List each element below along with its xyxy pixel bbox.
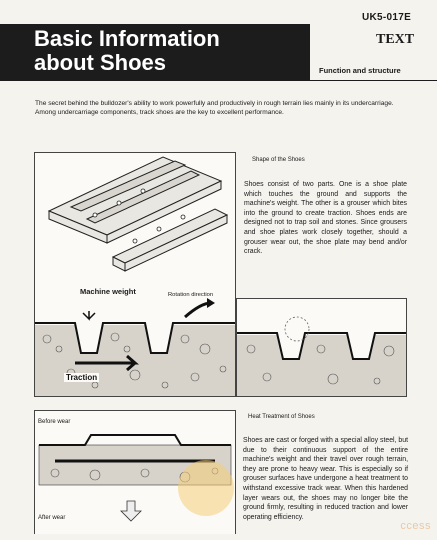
shoe-illustration — [35, 153, 235, 396]
ground-figure — [236, 298, 407, 397]
shape-section-heading: Shape of the Shoes — [252, 157, 305, 163]
shape-section-body: Shoes consist of two parts. One is a shoe plate which touches the ground and supports the machine's weight. The other is a grouser which bites into the ground to create traction. Shoes ends are designed not to trap soil and stones. Since grousers and shoe plates work closely together, should a grouser wear out, the shoe plate may bend and/or crack. — [244, 181, 407, 256]
header-rule — [0, 80, 437, 81]
watermark-text: ccess — [400, 520, 431, 532]
intro-paragraph: The secret behind the bulldozer's ability to work powerfully and productively in rough terrain lies mainly in its undercarriage. Among undercarriage components, track shoes are the key to excellent performance. — [35, 100, 394, 116]
heat-section-body: Shoes are cast or forged with a special alloy steel, but due to their continuous support of the entire machine's weight and their travel over rough terrain, they are prone to heavy wear. This is especially so if grouser surfaces have undergone a heat treatment to withstand excessive track wear. When this hardened layer wears out, the shoes may no longer bite the ground firmly, resulting in reduced traction and lower operating efficiency. — [243, 437, 408, 521]
watermark-stamp — [178, 460, 234, 516]
title-line-2: about Shoes — [34, 50, 167, 75]
document-code: UK5-017E — [362, 12, 412, 23]
traction-label: Traction — [66, 373, 98, 382]
machine-weight-label: Machine weight — [80, 287, 136, 296]
rotation-direction-label: Rotation direction — [168, 292, 214, 298]
title-line-1: Basic Information — [34, 26, 220, 51]
page-title — [34, 27, 220, 75]
after-wear-label: After wear — [38, 515, 66, 521]
heat-section-heading: Heat Treatment of Shoes — [248, 414, 315, 420]
shoe-figure — [34, 152, 236, 397]
text-tag: TEXT — [376, 32, 415, 47]
ground-illustration — [237, 299, 406, 396]
before-wear-label: Before wear — [38, 419, 71, 425]
subtitle: Function and structure — [319, 66, 401, 75]
